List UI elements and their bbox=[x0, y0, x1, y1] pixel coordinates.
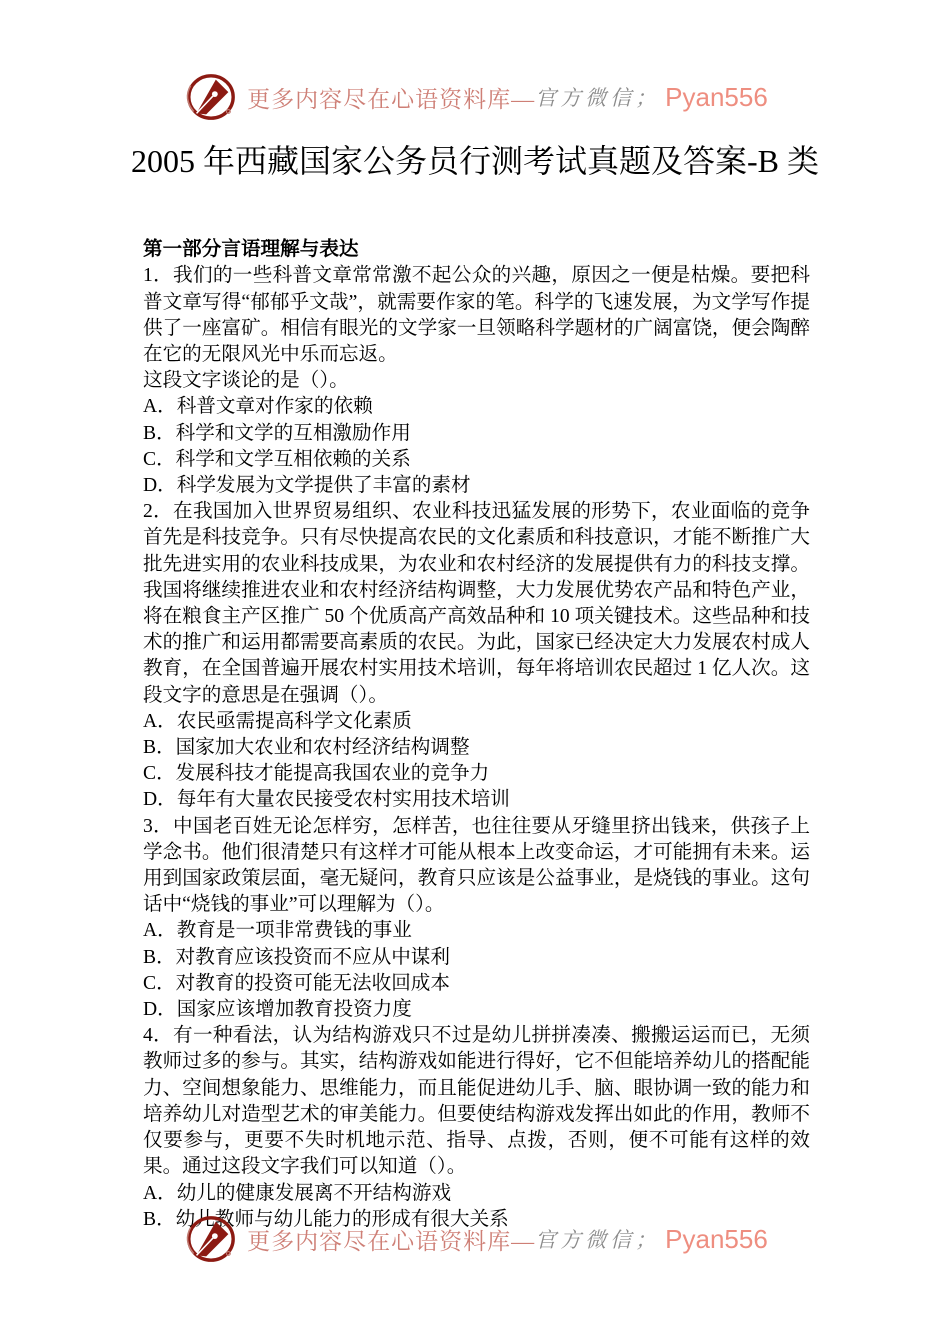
page-title: 2005 年西藏国家公务员行测考试真题及答案-B 类 bbox=[130, 143, 819, 179]
answer-option: C．科学和文学互相依赖的关系 bbox=[143, 448, 411, 470]
wechat-id: Pyan556 bbox=[665, 81, 768, 112]
brand-text: 更多内容尽在心语资料库— bbox=[247, 86, 536, 112]
wechat-label: 官方微信； bbox=[535, 86, 661, 110]
brand-text: 更多内容尽在心语资料库— bbox=[247, 1228, 536, 1254]
answer-option: B．幼儿教师与幼儿能力的形成有很大关系 bbox=[143, 1208, 509, 1230]
answer-option: A．科普文章对作家的依赖 bbox=[143, 396, 373, 418]
answer-option: C．发展科技才能提高我国农业的竞争力 bbox=[143, 763, 490, 785]
question-paragraph: 这段文字谈论的是（）。 bbox=[143, 370, 349, 392]
wechat-label: 官方微信； bbox=[535, 1228, 661, 1252]
answer-option: D．国家应该增加教育投资力度 bbox=[143, 999, 412, 1021]
pen-in-circle-icon bbox=[182, 1212, 240, 1266]
section-heading: 第一部分言语理解与表达 bbox=[143, 239, 359, 261]
pen-in-circle-icon bbox=[182, 70, 240, 124]
answer-option: D．每年有大量农民接受农村实用技术培训 bbox=[143, 789, 510, 811]
answer-option: B．国家加大农业和农村经济结构调整 bbox=[143, 737, 470, 759]
question-paragraph: 3．中国老百姓无论怎样穷，怎样苦，也往往要从牙缝里挤出钱来，供孩子上学念书。他们很清楚只有这样才可能从根本上改变命运，才可能拥有未来。运用到国家政策层面，毫无疑问，教育只应该是公益事业，是烧钱的事业。这句话中“烧钱的事业”可以理解为（）。 bbox=[143, 815, 810, 916]
answer-option: A．幼儿的健康发展离不开结构游戏 bbox=[143, 1182, 452, 1204]
answer-option: A．教育是一项非常费钱的事业 bbox=[143, 920, 412, 942]
answer-option: A．农民亟需提高科学文化素质 bbox=[143, 710, 412, 732]
answer-option: D．科学发展为文学提供了丰富的素材 bbox=[143, 475, 471, 497]
answer-option: B．对教育应该投资而不应从中谋利 bbox=[143, 946, 450, 968]
wechat-id: Pyan556 bbox=[665, 1223, 768, 1254]
answer-option: C．对教育的投资可能无法收回成本 bbox=[143, 972, 450, 994]
question-paragraph: 2．在我国加入世界贸易组织、农业科技迅猛发展的形势下，农业面临的竞争首先是科技竞争。只有尽快提高农民的文化素质和科技意识，才能不断推广大批先进实用的农业科技成果，为农业和农村经济的发展提供有力的科技支撑。我国将继续推进农业和农村经济结构调整，大力发展优势农产品和特色产业，将在粮食主产区推广 50 个优质高产高效品种和 10 项关键技术。这些品种和技术的推广和运用都需要高素质的农民。为此，国家已经决定大力发展农村成人教育，在全国普遍开展农村实用技术培训，每年将培训农民超过 1 亿人次。这段文字的意思是在强调（）。 bbox=[143, 501, 810, 706]
question-paragraph: 1．我们的一些科普文章常常激不起公众的兴趣，原因之一便是枯燥。要把科普文章写得“郁郁乎文哉”，就需要作家的笔。科学的飞速发展，为文学写作提供了一座富矿。相信有眼光的文学家一旦领略科学题材的广阔富饶，便会陶醉在它的无限风光中乐而忘返。 bbox=[143, 265, 810, 365]
header-brand-bar bbox=[0, 0, 950, 124]
document-body bbox=[143, 237, 810, 1233]
question-paragraph: 4．有一种看法，认为结构游戏只不过是幼儿拼拼凑凑、搬搬运运而已，无须教师过多的参与。其实，结构游戏如能进行得好，它不但能培养幼儿的搭配能力、空间想象能力、思维能力，而且能促进幼儿手、脑、眼协调一致的能力和培养幼儿对造型艺术的审美能力。但要使结构游戏发挥出如此的作用，教师不仅要参与，更要不失时机地示范、指导、点拨，否则，便不可能有这样的效果。通过这段文字我们可以知道（）。 bbox=[143, 1025, 810, 1178]
answer-option: B．科学和文学的互相激励作用 bbox=[143, 422, 411, 444]
footer-brand-bar bbox=[0, 1212, 950, 1266]
